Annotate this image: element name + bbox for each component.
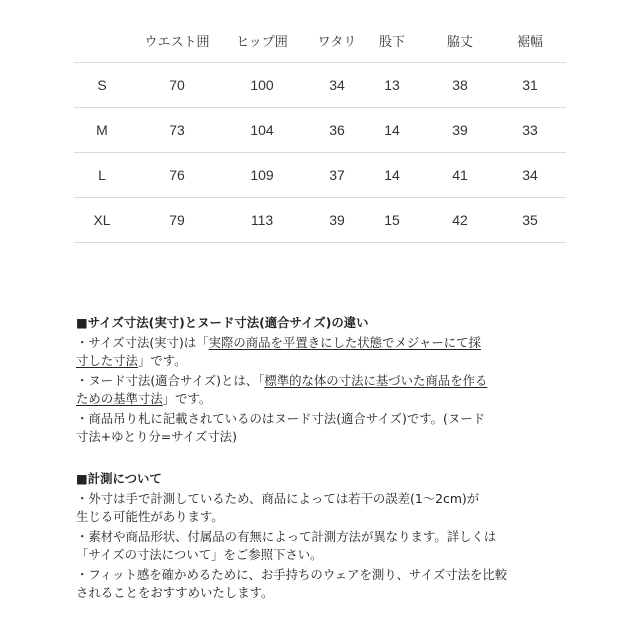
header-cell-size (74, 18, 130, 62)
size-label: L (98, 167, 106, 183)
size-table (74, 18, 566, 243)
table-row (74, 153, 566, 198)
size-label: S (97, 77, 107, 93)
note-text: ・フィット感を確かめるために、お手持ちのウェアを測り、サイズ寸法を比較 (76, 567, 508, 582)
table-header-row (74, 18, 566, 63)
note-text: 寸法+ゆとり分=サイズ寸法) (76, 429, 237, 444)
hip-value: 113 (250, 212, 274, 228)
note-text: ・外寸は手で計測しているため、商品によっては若干の誤差(1〜2cm)が (76, 491, 480, 506)
note-text: ・商品吊り札に記載されているのはヌード寸法(適合サイズ)です。(ヌード (76, 411, 486, 426)
note-text: ・素材や商品形状、付属品の有無によって計測方法が異なります。詳しくは (76, 529, 497, 544)
note-text: 」です。 (162, 391, 212, 406)
note-actual-size (76, 334, 576, 370)
header-cell-hem-width: 裾幅 (516, 34, 543, 50)
header-cell-hip: ヒップ囲 (236, 34, 288, 50)
table-row (74, 198, 566, 243)
note-text: 」です。 (137, 353, 187, 368)
note-measurement-method (76, 528, 576, 564)
header-cell-side-length: 脇丈 (446, 34, 473, 50)
side-length-value: 41 (452, 167, 468, 183)
hem-width-value: 31 (522, 77, 538, 93)
waist-value: 70 (169, 77, 185, 93)
inseam-value: 14 (384, 167, 400, 183)
thigh-value: 39 (329, 212, 345, 228)
section-title-measurement: ■計測について (76, 471, 162, 486)
note-measurement-error (76, 490, 576, 526)
header-cell-inseam: 股下 (378, 34, 405, 50)
note-text: されることをおすすめいたします。 (76, 585, 274, 600)
note-underlined-text: ための基準寸法 (76, 391, 163, 406)
size-label: XL (93, 212, 111, 228)
note-text: ・サイズ寸法(実寸)は「 (76, 335, 209, 350)
waist-value: 73 (169, 122, 185, 138)
table-row (74, 63, 566, 108)
hem-width-value: 35 (522, 212, 538, 228)
header-cell-thigh: ワタリ (317, 34, 357, 50)
note-fit-check (76, 566, 576, 602)
side-length-value: 42 (452, 212, 468, 228)
size-label: M (96, 122, 108, 138)
note-nude-size (76, 372, 576, 408)
note-underlined-text: 標準的な体の寸法に基づいた商品を作る (264, 373, 488, 388)
side-length-value: 39 (452, 122, 468, 138)
note-text: 生じる可能性があります。 (76, 509, 224, 524)
inseam-value: 15 (384, 212, 400, 228)
hip-value: 109 (250, 167, 274, 183)
hem-width-value: 34 (522, 167, 538, 183)
header-cell-waist: ウエスト囲 (144, 34, 210, 50)
note-underlined-text: 実際の商品を平置きにした状態でメジャーにて採 (208, 335, 481, 350)
hem-width-value: 33 (522, 122, 538, 138)
waist-value: 76 (169, 167, 185, 183)
note-text: 「サイズの寸法について」をご参照下さい。 (76, 547, 323, 562)
thigh-value: 36 (329, 122, 345, 138)
note-text: ・ヌード寸法(適合サイズ)とは、「 (76, 373, 265, 388)
hip-value: 100 (250, 77, 274, 93)
inseam-value: 13 (384, 77, 400, 93)
section-title-size-difference: ■サイズ寸法(実寸)とヌード寸法(適合サイズ)の違い (76, 315, 369, 330)
thigh-value: 37 (329, 167, 345, 183)
table-row (74, 108, 566, 153)
thigh-value: 34 (329, 77, 345, 93)
note-underlined-text: 寸した寸法 (76, 353, 138, 368)
note-tag-size (76, 410, 576, 446)
side-length-value: 38 (452, 77, 468, 93)
notes (76, 314, 576, 604)
waist-value: 79 (169, 212, 185, 228)
hip-value: 104 (250, 122, 274, 138)
inseam-value: 14 (384, 122, 400, 138)
